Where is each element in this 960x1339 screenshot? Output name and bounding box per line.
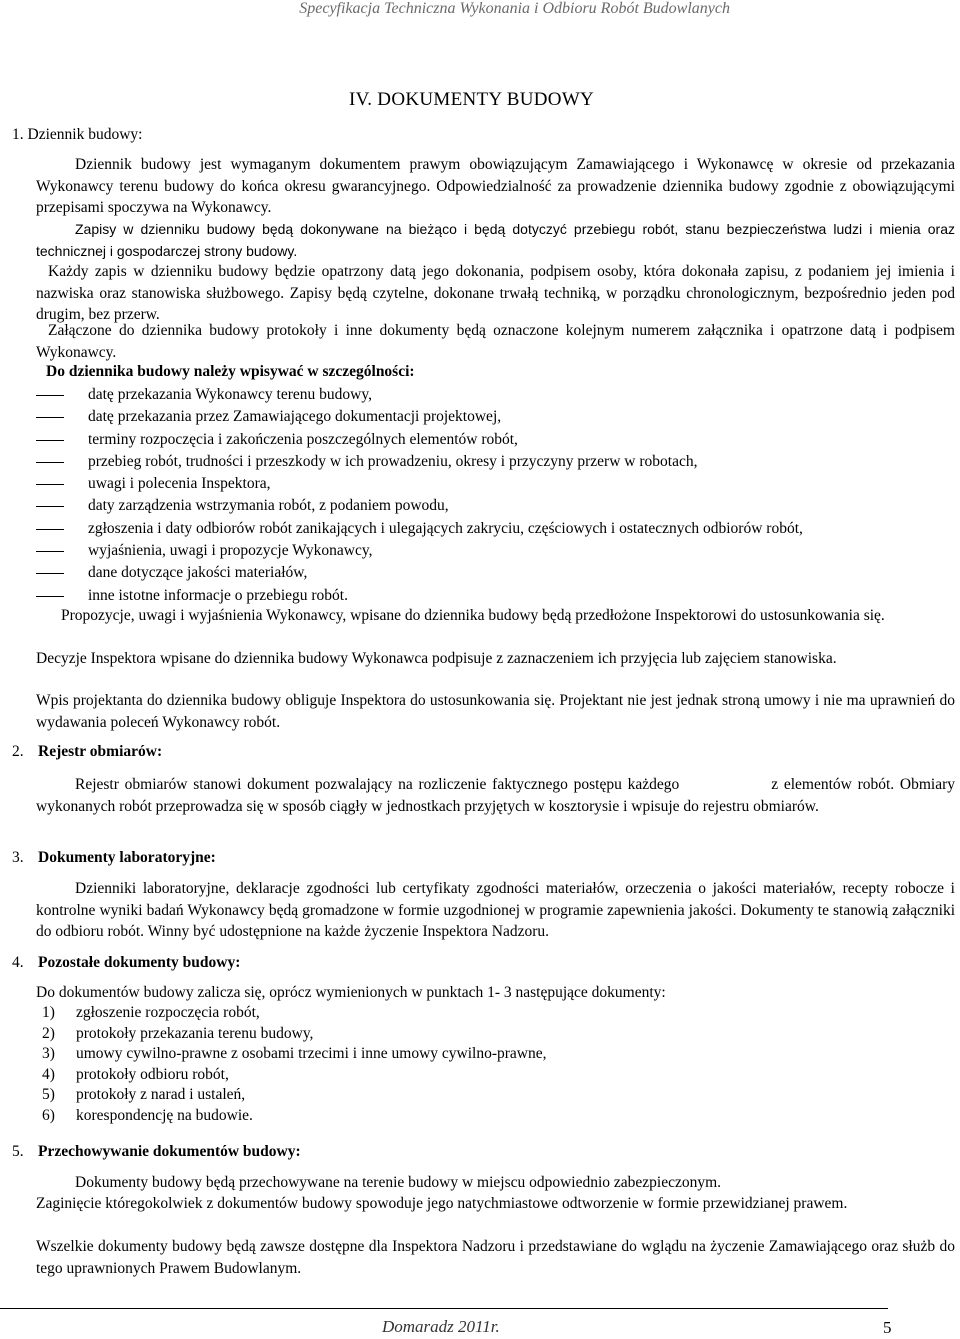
section-3-number: 3. [12, 849, 24, 866]
running-header: Specyfikacja Techniczna Wykonania i Odbioru Robót Budowlanych [299, 0, 730, 17]
section-1-paragraph-7: Wpis projektanta do dziennika budowy obliguje Inspektora do ustosunkowania się. Projektant nie jest jednak stroną umowy i nie ma uprawnień do wydawania poleceń Wykonawcy robót. [36, 692, 955, 731]
list-item-text: datę przekazania Wykonawcy terenu budowy, [88, 386, 372, 403]
section-1-paragraph-3: Każdy zapis w dzienniku budowy będzie opatrzony datą jego dokonania, podpisem osoby, która dokonała zapisu, z podaniem jej imienia i nazwiska oraz stanowiska służbowego. Zapisy będą czytelne, dokonane trwałą techniką, w porządku chronologicznym, bezpośrednio jeden pod drugim, bez przerw. [36, 263, 955, 323]
page-number: 5 [883, 1318, 892, 1337]
section-2-number: 2. [12, 743, 24, 760]
list-item-text: protokoły odbioru robót, [76, 1065, 229, 1083]
section-1-paragraph-6: Decyzje Inspektora wpisane do dziennika budowy Wykonawca podpisuje z zaznaczeniem ich przyjęcia lub zajęciem stanowiska. [36, 650, 837, 667]
item-number: 6) [42, 1106, 55, 1124]
list-item [42, 1024, 546, 1045]
list-item-text: umowy cywilno-prawne z osobami trzecimi i inne umowy cywilno-prawne, [76, 1045, 547, 1062]
item-number: 5) [42, 1086, 55, 1103]
list-item-text: wyjaśnienia, uwagi i propozycje Wykonawcy, [88, 542, 373, 560]
section-3-paragraph: Dzienniki laboratoryjne, deklaracje zgodności lub certyfikaty zgodności materiałów, orzeczenia o jakości materiałów, recepty robocze i kontrolne wyniki badań Wykonawcy będą gromadzone w formie uzgodnionej w programie zapewnienia jakości. Dokumenty te stanowią załączniki do odbioru robót. Winny być udostępnione na każde życzenie Inspektora Nadzoru. [36, 880, 955, 940]
section-1-paragraph-5: Propozycje, uwagi i wyjaśnienia Wykonawcy, wpisane do dziennika budowy będą przedłożone Inspektorowi do ustosunkowania się. [61, 607, 885, 624]
dash-bullet [36, 484, 64, 485]
list-item [42, 1085, 546, 1106]
list-item-text: dane dotyczące jakości materiałów, [88, 564, 308, 582]
list-item-text: przebieg robót, trudności i przeszkody w ich prowadzeniu, okresy i przyczyny przerw w robotach, [88, 452, 698, 470]
list-item [34, 518, 803, 540]
list-item [34, 495, 803, 517]
entry-list [34, 384, 803, 607]
section-5-title-text: Przechowywanie dokumentów budowy: [38, 1143, 301, 1160]
section-5-title [12, 1142, 301, 1162]
list-item-text: protokoły przekazania terenu budowy, [76, 1024, 314, 1042]
list-item-text: daty zarządzenia wstrzymania robót, z podaniem powodu, [88, 497, 449, 515]
section-1-list-heading: Do dziennika budowy należy wpisywać w szczególności: [46, 363, 415, 380]
item-number: 4) [42, 1065, 55, 1083]
item-number: 1) [42, 1004, 55, 1021]
section-4-title-text: Pozostałe dokumenty budowy: [38, 954, 241, 971]
dash-bullet [36, 395, 64, 396]
section-1-paragraph-1: Dziennik budowy jest wymaganym dokumentem prawym obowiązującym Zamawiającego i Wykonawcę w okresie od przekazania Wykonawcy terenu budowy do końca okresu gwarancyjnego. Odpowiedzialność za prowadzenie dziennika budowy zgodnie z obowiązującymi przepisami spoczywa na Wykonawcy. [36, 156, 955, 216]
list-item [34, 384, 803, 406]
list-item-text: zgłoszenie rozpoczęcia robót, [76, 1004, 260, 1021]
dash-bullet [36, 506, 64, 507]
dash-bullet [36, 596, 64, 597]
list-item [34, 429, 803, 451]
section-3-title-text: Dokumenty laboratoryjne: [38, 849, 216, 866]
section-1-paragraph-4: Załączone do dziennika budowy protokoły i inne dokumenty będą oznaczone kolejnym numerem załącznika i opatrzone datą i podpisem Wykonawcy. [36, 322, 955, 361]
section-5-number: 5. [12, 1143, 24, 1160]
section-1-title [12, 125, 142, 145]
list-item [42, 1044, 546, 1065]
footer-author: Domaradz 2011r. [382, 1317, 500, 1336]
section-4-title [12, 953, 240, 973]
list-item [34, 562, 803, 584]
item-number: 2) [42, 1024, 55, 1042]
section-5-paragraph-2: Zaginięcie któregokolwiek z dokumentów budowy spowoduje jego natychmiastowe odtworzenie w formie przewidzianej prawem. [36, 1195, 848, 1212]
chapter-title: IV. DOKUMENTY BUDOWY [349, 89, 595, 110]
list-item [42, 1065, 546, 1086]
list-item [34, 473, 803, 495]
list-item-text: datę przekazania przez Zamawiającego dokumentacji projektowej, [88, 408, 502, 426]
dash-bullet [36, 462, 64, 463]
list-item-text: protokoły z narad i ustaleń, [76, 1086, 246, 1103]
section-1-paragraph-2: Zapisy w dzienniku budowy będą dokonywane na bieżąco i będą dotyczyć przebiegu robót, stanu bezpieczeństwa ludzi i mienia oraz technicznej i gospodarczej strony budowy. [36, 221, 955, 259]
section-1-title-text: 1. Dziennik budowy: [12, 126, 143, 143]
dash-bullet [36, 440, 64, 441]
list-item-text: terminy rozpoczęcia i zakończenia poszczególnych elementów robót, [88, 430, 518, 448]
list-item [34, 451, 803, 473]
section-2-title-text: Rejestr obmiarów: [38, 743, 163, 760]
list-item [34, 585, 803, 607]
dash-bullet [36, 417, 64, 418]
dash-bullet [36, 529, 64, 530]
item-number: 3) [42, 1045, 55, 1062]
section-5-paragraph-1: Dokumenty budowy będą przechowywane na terenie budowy w miejscu odpowiednio zabezpieczonym. [75, 1174, 722, 1191]
section-2-paragraph-part-1: Rejestr obmiarów stanowi dokument pozwalający na rozliczenie faktycznego postępu każdego [75, 776, 680, 793]
section-4-intro: Do dokumentów budowy zalicza się, oprócz wymienionych w punktach 1- 3 następujące dokumenty: [36, 984, 666, 1001]
list-item-text: uwagi i polecenia Inspektora, [88, 475, 271, 493]
list-item [42, 1003, 546, 1024]
section-3-title [12, 848, 216, 868]
list-item [34, 540, 803, 562]
footer-divider [0, 1308, 888, 1309]
section-2-paragraph-part-2: z elementów robót. Obmiary wykonanych robót przeprowadza się w sposób ciągły w jednostkach przyjętych w kosztorysie i wpisuje do rejestru obmiarów. [36, 776, 955, 815]
section-5-paragraph-3: Wszelkie dokumenty budowy będą zawsze dostępne dla Inspektora Nadzoru i przedstawiane do wglądu na życzenie Zamawiającego oraz służb do tego uprawnionych Prawem Budowlanym. [36, 1238, 955, 1277]
list-item-text: inne istotne informacje o przebiegu robót. [88, 586, 348, 604]
section-2-paragraph [36, 774, 955, 817]
list-item-text: zgłoszenia i daty odbiorów robót zanikających i ulegających zakryciu, częściowych i ostatecznych odbiorów robót, [88, 519, 803, 537]
list-item [34, 406, 803, 428]
list-item-text: korespondencję na budowie. [76, 1106, 253, 1124]
section-4-number: 4. [12, 954, 24, 971]
document-list [42, 1003, 546, 1126]
dash-bullet [36, 573, 64, 574]
dash-bullet [36, 551, 64, 552]
list-item [42, 1106, 546, 1127]
section-2-title [12, 742, 162, 762]
